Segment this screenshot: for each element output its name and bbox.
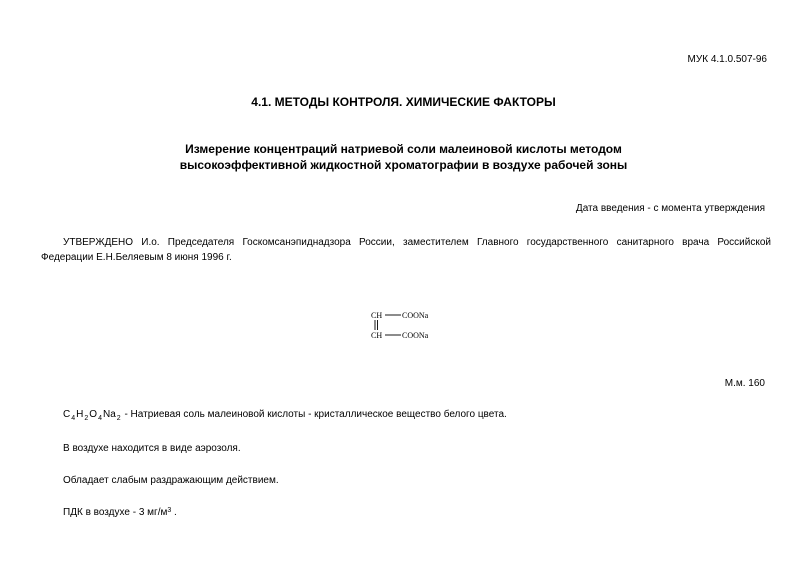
section-heading: 4.1. МЕТОДЫ КОНТРОЛЯ. ХИМИЧЕСКИЕ ФАКТОРЫ — [251, 95, 556, 109]
pdk-end: . — [174, 507, 177, 518]
structure-bottom-right: COONa — [402, 331, 429, 340]
structure-top-right: COONa — [402, 311, 429, 320]
pdk-paragraph — [63, 507, 177, 518]
chemical-formula-line — [63, 409, 507, 422]
structure-top-left: CH — [371, 311, 383, 320]
structural-formula-svg — [371, 309, 443, 343]
formula-h-count: 2 — [84, 415, 89, 422]
formula-c: C — [63, 409, 71, 420]
structural-formula — [371, 309, 443, 343]
formula-c-count: 4 — [71, 415, 76, 422]
formula-description: - Натриевая соль малеиновой кислоты - кристаллическое вещество белого цвета. — [124, 409, 507, 420]
document-title — [0, 141, 807, 173]
introduction-date: Дата введения - с момента утверждения — [575, 203, 765, 214]
approval-paragraph: УТВЕРЖДЕНО И.о. Председателя Госкомсанэпиднадзора России, заместителем Главного государственного санитарного врача Российской Федерации Е.Н.Беляевым 8 июня 1996 г. — [41, 237, 771, 263]
formula-na: Na — [102, 409, 116, 420]
formula-na-count: 2 — [116, 415, 121, 422]
pdk-exponent: 3 — [167, 507, 172, 514]
molar-mass: М.м. 160 — [724, 378, 765, 389]
pdk-text: ПДК в воздухе - 3 мг/м — [63, 507, 168, 518]
irritant-paragraph: Обладает слабым раздражающим действием. — [63, 475, 279, 486]
formula-o-count: 4 — [98, 415, 102, 422]
formula-o: O — [89, 409, 98, 420]
document-code: МУК 4.1.0.507-96 — [687, 54, 767, 65]
formula-h: H — [76, 409, 84, 420]
document-title-line-2: высокоэффективной жидкостной хроматографии в воздухе рабочей зоны — [179, 158, 628, 172]
structure-bottom-left: CH — [371, 331, 383, 340]
document-title-line-1: Измерение концентраций натриевой соли малеиновой кислоты методом — [185, 142, 622, 156]
aerosol-paragraph: В воздухе находится в виде аэрозоля. — [63, 443, 241, 454]
